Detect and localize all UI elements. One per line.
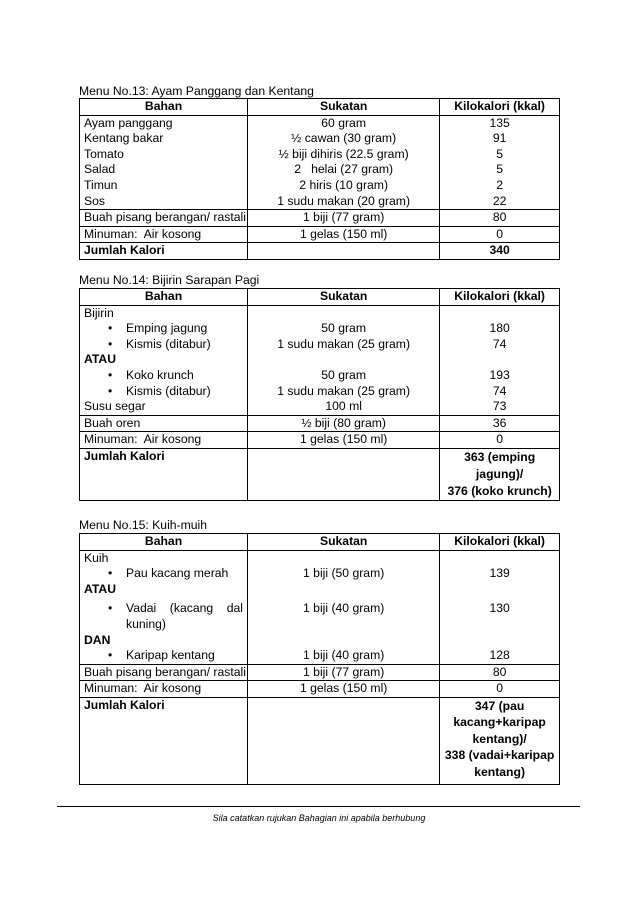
row-kkal: 74	[440, 384, 560, 400]
row-bahan: Susu segar	[80, 399, 248, 415]
table-row	[80, 550, 560, 566]
row-kkal: 180	[440, 321, 560, 337]
table-row	[80, 162, 560, 178]
row-kkal: 91	[440, 131, 560, 147]
total-kkal-line: 363 (emping	[464, 449, 536, 464]
total-kkal-line: 347 (pau	[474, 698, 525, 713]
total-kkal	[440, 448, 560, 500]
fruit-row	[80, 664, 560, 681]
row-sukatan: 2 hiris (10 gram)	[248, 178, 440, 194]
row-kkal: 135	[440, 115, 560, 131]
row-sukatan: 1 biji (40 gram)	[248, 648, 440, 664]
table-row	[80, 384, 560, 400]
drink-bahan: Minuman: Air kosong	[80, 681, 248, 698]
row-sukatan: 1 sudu makan (20 gram)	[248, 194, 440, 210]
table-row	[80, 305, 560, 321]
drink-sukatan: 1 gelas (150 ml)	[248, 432, 440, 449]
row-kkal: 73	[440, 399, 560, 415]
row-bahan: Ayam panggang	[80, 115, 248, 131]
total-kkal-line: 376 (koko krunch)	[447, 483, 552, 498]
menu15-title: Menu No.15: Kuih-muih	[79, 518, 208, 532]
table-row	[80, 321, 560, 337]
list-item: • Emping jagung	[84, 321, 243, 337]
fruit-kkal: 36	[440, 415, 560, 432]
fruit-kkal: 80	[440, 664, 560, 681]
fruit-row	[80, 415, 560, 432]
menu13-title: Menu No.13: Ayam Panggang dan Kentang	[79, 84, 314, 98]
row-kkal: 139	[440, 566, 560, 582]
table-row	[80, 601, 560, 632]
table-row	[80, 178, 560, 194]
fruit-bahan: Buah oren	[80, 415, 248, 432]
total-label: Jumlah Kalori	[80, 243, 248, 260]
row-kkal: 5	[440, 162, 560, 178]
row-sukatan: 1 biji (50 gram)	[248, 566, 440, 582]
row-kkal: 5	[440, 147, 560, 163]
header-bahan: Bahan	[80, 289, 248, 306]
footer-divider	[57, 806, 580, 807]
total-empty	[248, 448, 440, 500]
row-kkal: 2	[440, 178, 560, 194]
table-row	[80, 115, 560, 131]
header-sukatan: Sukatan	[248, 289, 440, 306]
row-kkal: 130	[440, 601, 560, 632]
row-sukatan: 50 gram	[248, 321, 440, 337]
footer-note: Sila catatkan rujukan Bahagian ini apabila berhubung	[212, 813, 426, 823]
menu14-title: Menu No.14: Bijirin Sarapan Pagi	[79, 273, 260, 287]
total-label: Jumlah Kalori	[80, 697, 248, 785]
item-line: kuning)	[126, 616, 166, 631]
drink-sukatan: 1 gelas (150 ml)	[248, 226, 440, 243]
table-row	[80, 566, 560, 582]
row-sukatan: 1 biji (40 gram)	[248, 601, 440, 632]
list-item: • Karipap kentang	[84, 648, 243, 664]
row-sukatan: 50 gram	[248, 368, 440, 384]
table-row	[80, 194, 560, 210]
header-sukatan: Sukatan	[248, 534, 440, 551]
table-row	[80, 352, 560, 368]
drink-kkal: 0	[440, 681, 560, 698]
total-kkal-line: 338 (vadai+karipap	[444, 748, 555, 763]
total-row	[80, 448, 560, 500]
row-kkal: 128	[440, 648, 560, 664]
fruit-sukatan: ½ biji (80 gram)	[248, 415, 440, 432]
drink-sukatan: 1 gelas (150 ml)	[248, 681, 440, 698]
group-label: Bijirin	[80, 305, 248, 321]
total-kkal: 340	[440, 243, 560, 260]
row-bahan: Sos	[80, 194, 248, 210]
table-header-row	[80, 534, 560, 551]
list-item: • Kismis (ditabur)	[84, 384, 243, 400]
item-line: • Vadai (kacang dal	[126, 601, 243, 616]
total-empty	[248, 697, 440, 785]
list-item: • Kismis (ditabur)	[84, 337, 243, 353]
header-bahan: Bahan	[80, 99, 248, 116]
total-kkal-line: jagung)/	[475, 466, 524, 481]
group-label: Kuih	[80, 550, 248, 566]
drink-row	[80, 226, 560, 243]
row-sukatan: 1 sudu makan (25 gram)	[248, 337, 440, 353]
table-row	[80, 399, 560, 415]
row-bahan: Kentang bakar	[80, 131, 248, 147]
row-kkal: 22	[440, 194, 560, 210]
fruit-bahan: Buah pisang berangan/ rastali	[80, 210, 248, 227]
header-sukatan: Sukatan	[248, 99, 440, 116]
drink-row	[80, 681, 560, 698]
fruit-sukatan: 1 biji (77 gram)	[248, 664, 440, 681]
table-row	[80, 648, 560, 664]
table-header-row	[80, 99, 560, 116]
table-header-row	[80, 289, 560, 306]
total-row	[80, 697, 560, 785]
header-kilokalori: Kilokalori (kkal)	[440, 99, 560, 116]
row-sukatan: 2 helai (27 gram)	[248, 162, 440, 178]
fruit-sukatan: 1 biji (77 gram)	[248, 210, 440, 227]
dan-label: DAN	[80, 633, 248, 649]
list-item: • Pau kacang merah	[84, 566, 243, 582]
total-kkal-line: kentang)/	[472, 731, 527, 746]
drink-kkal: 0	[440, 226, 560, 243]
atau-label: ATAU	[80, 352, 248, 368]
header-bahan: Bahan	[80, 534, 248, 551]
table-row	[80, 147, 560, 163]
menu15-table	[79, 533, 560, 785]
menu13-table	[79, 98, 560, 260]
row-sukatan: 1 sudu makan (25 gram)	[248, 384, 440, 400]
total-kkal-line: kentang)	[474, 764, 526, 779]
total-kkal	[440, 697, 560, 785]
table-row	[80, 582, 560, 598]
fruit-row	[80, 210, 560, 227]
row-kkal: 193	[440, 368, 560, 384]
atau-label: ATAU	[80, 582, 248, 598]
fruit-kkal: 80	[440, 210, 560, 227]
row-sukatan: 60 gram	[248, 115, 440, 131]
total-kkal-line: kacang+karipap	[453, 715, 546, 730]
drink-kkal: 0	[440, 432, 560, 449]
drink-row	[80, 432, 560, 449]
list-item: • Koko krunch	[84, 368, 243, 384]
fruit-bahan: Buah pisang berangan/ rastali	[80, 664, 248, 681]
header-kilokalori: Kilokalori (kkal)	[440, 534, 560, 551]
menu14-table	[79, 288, 560, 501]
row-bahan: Timun	[80, 178, 248, 194]
row-sukatan: 100 ml	[248, 399, 440, 415]
table-row	[80, 131, 560, 147]
table-row	[80, 633, 560, 649]
total-empty	[248, 243, 440, 260]
table-row	[80, 368, 560, 384]
drink-bahan: Minuman: Air kosong	[80, 432, 248, 449]
header-kilokalori: Kilokalori (kkal)	[440, 289, 560, 306]
row-bahan: Salad	[80, 162, 248, 178]
row-sukatan: ½ biji dihiris (22.5 gram)	[248, 147, 440, 163]
drink-bahan: Minuman: Air kosong	[80, 226, 248, 243]
row-bahan: Tomato	[80, 147, 248, 163]
row-sukatan: ½ cawan (30 gram)	[248, 131, 440, 147]
total-label: Jumlah Kalori	[80, 448, 248, 500]
total-row	[80, 243, 560, 260]
list-item	[84, 601, 243, 632]
row-kkal: 74	[440, 337, 560, 353]
table-row	[80, 337, 560, 353]
